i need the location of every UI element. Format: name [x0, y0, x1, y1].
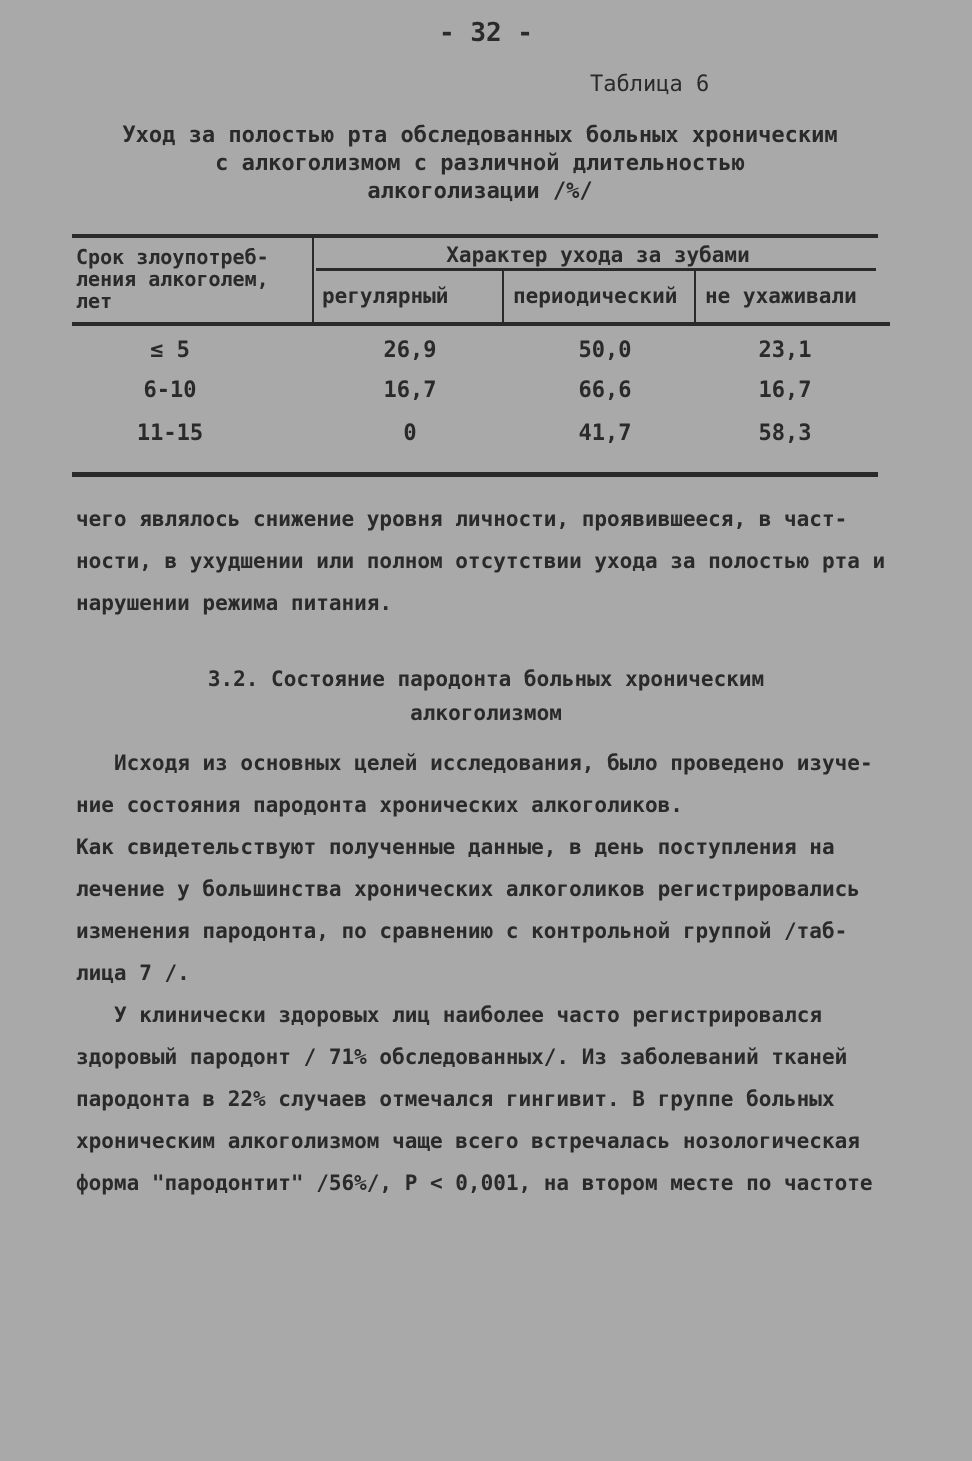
text-line: Как свидетельствуют полученные данные, в день поступления на — [76, 835, 835, 859]
section-heading-line: алкоголизмом — [410, 701, 562, 725]
row-header-line: Срок злоупотреб- — [76, 245, 269, 269]
text-line: здоровый пародонт / 71% обследованных/. Из заболеваний тканей — [76, 1045, 848, 1069]
paragraph — [76, 742, 896, 994]
group-header-rule — [316, 268, 876, 271]
text-line: ности, в ухудшении или полном отсутствии ухода за полостью рта и — [76, 549, 886, 573]
text-line: чего являлось снижение уровня личности, проявившееся, в част- — [76, 507, 848, 531]
table-cell: 66,6 — [578, 378, 632, 403]
table-cell: 16,7 — [383, 378, 437, 403]
paragraph — [76, 994, 896, 1204]
column-header: периодический — [513, 284, 678, 308]
table-cell: 26,9 — [383, 338, 437, 363]
column-divider — [312, 236, 314, 324]
section-heading-line: 3.2. Состояние пародонта больных хроническим — [207, 667, 765, 691]
text-line: лица 7 /. — [76, 961, 190, 985]
table-cell: 41,7 — [578, 421, 632, 446]
table-cell: 58,3 — [758, 421, 812, 446]
text-line: изменения пародонта, по сравнению с контрольной группой /таб- — [76, 919, 848, 943]
table-title-line: алкоголизации /%/ — [367, 179, 593, 204]
column-header: регулярный — [322, 284, 449, 308]
paragraph — [76, 498, 896, 624]
table-bottom-rule — [72, 472, 878, 477]
text-line: нарушении режима питания. — [76, 591, 393, 615]
section-heading — [76, 662, 896, 730]
row-header-line: лет — [76, 289, 113, 313]
text-line: Исходя из основных целей исследования, было проведено изуче- — [114, 751, 873, 775]
table-cell: 11-15 — [136, 421, 204, 446]
table-title — [110, 122, 850, 206]
text-line: лечение у большинства хронических алкоголиков регистрировались — [76, 877, 860, 901]
table-cell: ≤ 5 — [150, 338, 190, 363]
column-divider — [694, 270, 696, 324]
group-header: Характер ухода за зубами — [446, 243, 750, 267]
table-cell: 23,1 — [758, 338, 812, 363]
text-line: хроническим алкоголизмом чаще всего встречалась нозологическая — [76, 1129, 860, 1153]
table-label: Таблица 6 — [590, 72, 710, 97]
column-divider — [502, 270, 504, 324]
text-line: У клинически здоровых лиц наиболее часто регистрировался — [114, 1003, 823, 1027]
text-line: пародонта в 22% случаев отмечался гингивит. В группе больных — [76, 1087, 835, 1111]
table-title-line: Уход за полостью рта обследованных больных хроническим — [122, 123, 838, 148]
page-number: - 32 - — [439, 18, 533, 48]
row-header-line: ления алкоголем, — [76, 267, 269, 291]
row-header — [76, 246, 269, 312]
header-bottom-rule — [72, 322, 890, 326]
column-header: не ухаживали — [705, 284, 857, 308]
text-line: ние состояния пародонта хронических алкоголиков. — [76, 793, 683, 817]
table-title-line: с алкоголизмом с различной длительностью — [215, 151, 745, 176]
table-cell: 0 — [403, 421, 417, 446]
table-top-rule — [72, 234, 878, 238]
table-cell: 16,7 — [758, 378, 812, 403]
table-cell: 6-10 — [143, 378, 197, 403]
text-line: форма "пародонтит" /56%/, Р < 0,001, на втором месте по частоте — [76, 1171, 873, 1195]
table-cell: 50,0 — [578, 338, 632, 363]
